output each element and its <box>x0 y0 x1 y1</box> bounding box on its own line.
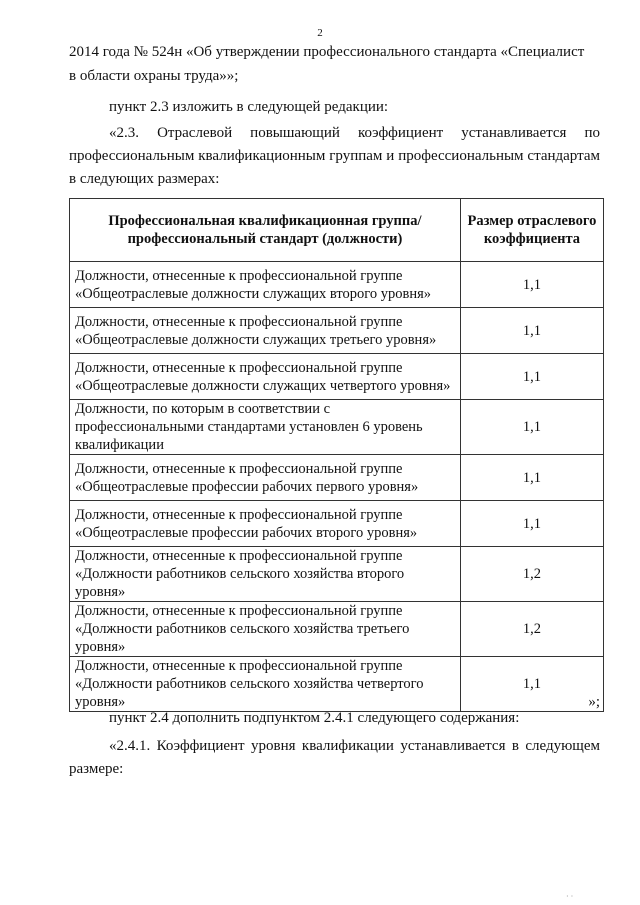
row-name: Должности, отнесенные к профессиональной группе «Должности работников сельского хозяйства четвертого уровня» <box>70 657 461 712</box>
row-name: Должности, по которым в соответствии с профессиональными стандартами установлен 6 уровень квалификации <box>70 400 461 455</box>
row-name: Должности, отнесенные к профессиональной группе «Общеотраслевые должности служащих третьего уровня» <box>70 308 461 354</box>
closing-quote: »; <box>588 694 600 710</box>
row-value: 1,1 <box>460 657 603 712</box>
page-number: 2 <box>317 27 323 39</box>
row-value: 1,2 <box>460 602 603 657</box>
row-name: Должности, отнесенные к профессиональной группе «Должности работников сельского хозяйства второго уровня» <box>70 547 461 602</box>
row-value: 1,1 <box>460 354 603 400</box>
header-coefficient: Размер отраслевого коэффициента <box>460 199 603 262</box>
table-row <box>70 455 604 501</box>
table-row <box>70 602 604 657</box>
row-value: 1,1 <box>460 501 603 547</box>
scan-mark: · · <box>566 892 574 901</box>
row-value: 1,1 <box>460 262 603 308</box>
point-2-3-heading: пункт 2.3 изложить в следующей редакции: <box>109 99 389 115</box>
intro-line-2: в области охраны труда»»; <box>69 68 239 84</box>
table-row <box>70 308 604 354</box>
row-value: 1,1 <box>460 400 603 455</box>
row-name: Должности, отнесенные к профессиональной группе «Общеотраслевые профессии рабочих второго уровня» <box>70 501 461 547</box>
table-row <box>70 501 604 547</box>
row-value: 1,2 <box>460 547 603 602</box>
row-value: 1,1 <box>460 308 603 354</box>
intro-line-1: 2014 года № 524н «Об утверждении профессионального стандарта «Специалист <box>69 44 585 60</box>
table-row <box>70 400 604 455</box>
row-name: Должности, отнесенные к профессиональной группе «Должности работников сельского хозяйства третьего уровня» <box>70 602 461 657</box>
row-name: Должности, отнесенные к профессиональной группе «Общеотраслевые должности служащих четвертого уровня» <box>70 354 461 400</box>
point-2-3-text: «2.3. Отраслевой повышающий коэффициент устанавливается по профессиональным квалификационным группам и профессиональным стандартам в следующих размерах: <box>69 125 600 187</box>
row-name: Должности, отнесенные к профессиональной группе «Общеотраслевые должности служащих второго уровня» <box>70 262 461 308</box>
table-row <box>70 657 604 712</box>
table-header-row <box>70 199 604 262</box>
table-row <box>70 547 604 602</box>
coefficient-table <box>69 198 604 712</box>
table-row <box>70 354 604 400</box>
row-name: Должности, отнесенные к профессиональной группе «Общеотраслевые профессии рабочих первого уровня» <box>70 455 461 501</box>
row-value: 1,1 <box>460 455 603 501</box>
point-2-4-1-text: «2.4.1. Коэффициент уровня квалификации устанавливается в следующем размере: <box>69 738 600 777</box>
point-2-4-heading: пункт 2.4 дополнить подпунктом 2.4.1 следующего содержания: <box>109 710 520 726</box>
table-row <box>70 262 604 308</box>
header-group: Профессиональная квалификационная группа/ профессиональный стандарт (должности) <box>70 199 461 262</box>
